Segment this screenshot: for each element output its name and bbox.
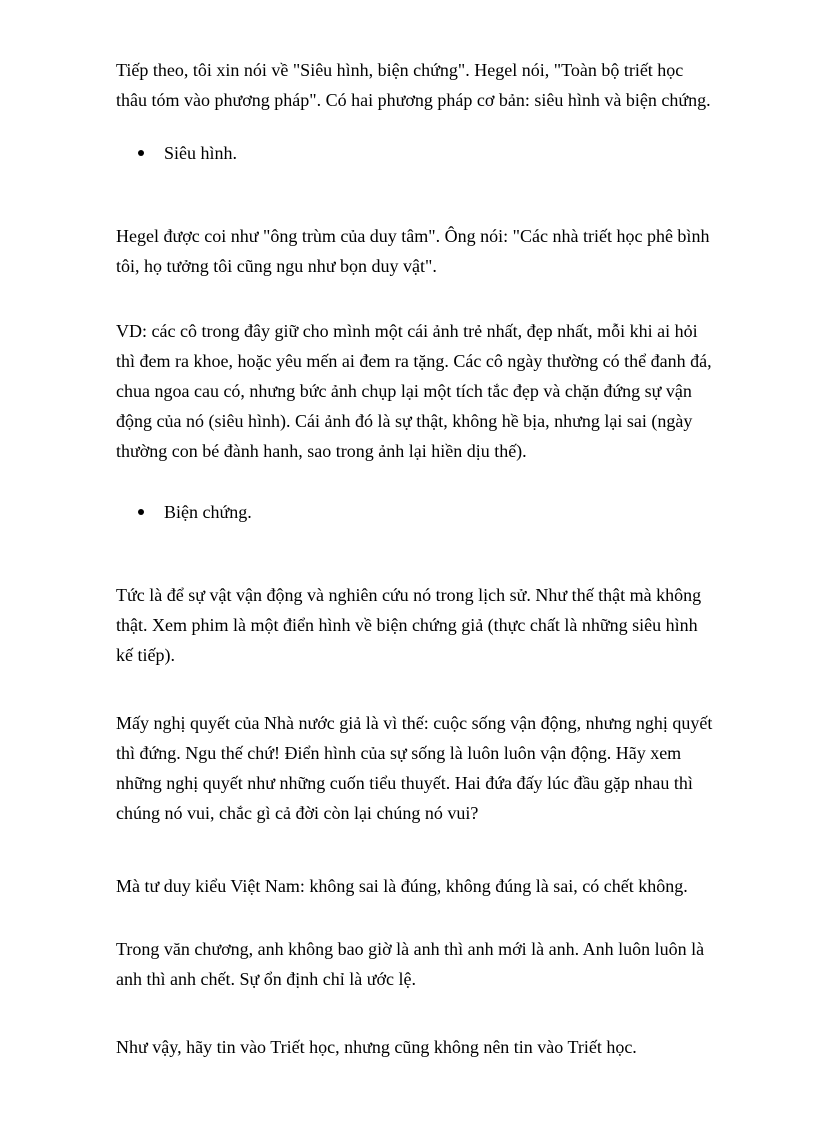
text-line: Như vậy, hãy tin vào Triết học, nhưng cũng không nên tin vào Triết học. [116,1037,637,1057]
bullet-item-metaphysics [138,138,237,168]
paragraph-intro [116,55,766,115]
text-line: động của nó (siêu hình). Cái ảnh đó là sự thật, không hề bịa, nhưng lại sai (ngày [116,411,693,431]
text-line: thật. Xem phim là một điển hình về biện chứng giả (thực chất là những siêu hình [116,615,698,635]
paragraph-hegel [116,221,766,281]
text-line: thì đứng. Ngu thế chứ! Điển hình của sự sống là luôn luôn vận động. Hãy xem [116,743,682,763]
text-line: những nghị quyết như những cuốn tiểu thuyết. Hai đứa đấy lúc đầu gặp nhau thì [116,773,693,793]
text-line: Mà tư duy kiểu Việt Nam: không sai là đúng, không đúng là sai, có chết không. [116,876,688,896]
text-line: kế tiếp). [116,645,175,665]
text-line: thì đem ra khoe, hoặc yêu mến ai đem ra tặng. Các cô ngày thường có thể đanh đá, [116,351,712,371]
paragraph-dialectic [116,580,766,670]
text-line: tôi, họ tưởng tôi cũng ngu như bọn duy vật". [116,256,437,276]
text-line: Tức là để sự vật vận động và nghiên cứu nó trong lịch sử. Như thế thật mà không [116,585,702,605]
text-line: Mấy nghị quyết của Nhà nước giả là vì thế: cuộc sống vận động, nhưng nghị quyết [116,713,713,733]
text-line: Tiếp theo, tôi xin nói về "Siêu hình, biện chứng". Hegel nói, "Toàn bộ triết học [116,60,684,80]
paragraph-example [116,316,766,466]
bullet-item-dialectics [138,497,252,527]
bullet-dot-icon [138,509,144,515]
bullet-label: Biện chứng. [164,502,252,522]
text-line: anh thì anh chết. Sự ổn định chỉ là ước lệ. [116,969,416,989]
paragraph-thinking [116,871,766,901]
paragraph-conclusion [116,1032,766,1062]
paragraph-resolutions [116,708,766,828]
text-line: chua ngoa cau có, nhưng bức ảnh chụp lại một tích tắc đẹp và chặn đứng sự vận [116,381,692,401]
text-line: Hegel được coi như "ông trùm của duy tâm". Ông nói: "Các nhà triết học phê bình [116,226,710,246]
text-line: Trong văn chương, anh không bao giờ là anh thì anh mới là anh. Anh luôn luôn là [116,939,705,959]
text-line: thường con bé đành hanh, sao trong ảnh lại hiền dịu thế). [116,441,527,461]
text-line: VD: các cô trong đây giữ cho mình một cái ảnh trẻ nhất, đẹp nhất, mỗi khi ai hỏi [116,321,698,341]
paragraph-literature [116,934,766,994]
text-line: thâu tóm vào phương pháp". Có hai phương pháp cơ bản: siêu hình và biện chứng. [116,90,711,110]
bullet-dot-icon [138,150,144,156]
bullet-label: Siêu hình. [164,143,238,163]
text-line: chúng nó vui, chắc gì cả đời còn lại chúng nó vui? [116,803,479,823]
